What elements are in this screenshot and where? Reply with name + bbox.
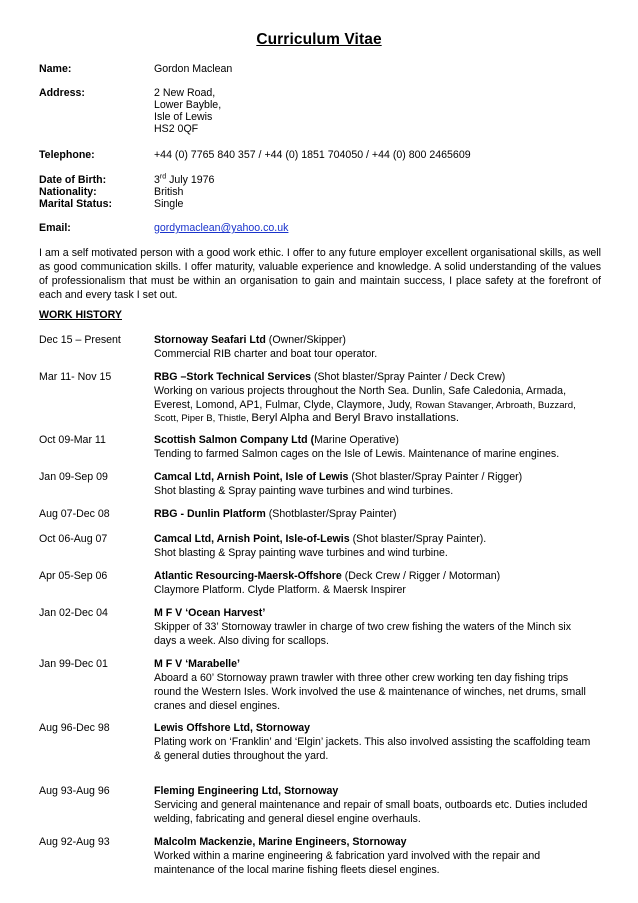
job-title-line [154, 508, 397, 521]
job-title-line [154, 533, 486, 546]
job-date: Aug 96-Dec 98 [39, 722, 110, 734]
job-desc: Claymore Platform. Clyde Platform. & Maersk Inspirer [154, 584, 406, 596]
job-title-line [154, 434, 399, 447]
job-desc: Servicing and general maintenance and repair of small boats, outboards etc. Duties included [154, 799, 588, 811]
marital-label: Marital Status: [39, 198, 112, 210]
email-link[interactable]: gordymaclean@yahoo.co.uk [154, 222, 289, 234]
address-line-1: 2 New Road, [154, 87, 216, 99]
dob-day: 3 [154, 174, 160, 186]
document-title: Curriculum Vitae [256, 31, 382, 48]
job-desc: days a week. Also diving for scallops. [154, 635, 329, 647]
job-role: Marine Operative) [314, 434, 399, 446]
address-line-3: Isle of Lewis [154, 111, 213, 123]
job-date: Jan 02-Dec 04 [39, 607, 108, 619]
address-label: Address: [39, 87, 85, 99]
job-role: (Shot blaster/Spray Painter). [349, 533, 487, 545]
job-role: (Deck Crew / Rigger / Motorman) [341, 570, 501, 582]
job-desc: Worked within a marine engineering & fabrication yard involved with the repair and [154, 850, 541, 862]
email-label: Email: [39, 222, 71, 234]
job-desc [154, 412, 459, 426]
job-company: Stornoway Seafari Ltd [154, 334, 266, 346]
job-company: Lewis Offshore Ltd, Stornoway [154, 722, 310, 734]
nationality-label: Nationality: [39, 186, 97, 198]
job-desc: Shot blasting & Spray painting wave turbines and wind turbines. [154, 485, 454, 497]
job-desc: Aboard a 60’ Stornoway prawn trawler with three other crew working ten day fishing trips [154, 672, 569, 684]
job-title-line [154, 722, 310, 735]
job-date: Oct 06-Aug 07 [39, 533, 108, 545]
job-role: (Owner/Skipper) [265, 334, 346, 346]
job-title-line [154, 607, 265, 620]
job-date: Jan 09-Sep 09 [39, 471, 108, 483]
job-title-line [154, 334, 346, 347]
job-date: Oct 09-Mar 11 [39, 434, 106, 446]
job-date: Mar 11- Nov 15 [39, 371, 112, 383]
job-desc: & general duties throughout the yard. [154, 750, 329, 762]
job-role: (Shotblaster/Spray Painter) [265, 508, 397, 520]
job-desc-part: Everest, Lomond, AP1, Fulmar, Clyde, Claymore, Judy, [154, 399, 416, 411]
dob-label: Date of Birth: [39, 174, 107, 186]
job-title-line [154, 785, 338, 798]
dob-value [154, 174, 214, 187]
job-title-line [154, 371, 505, 384]
job-desc: maintenance of the local marine fishing fleets diesel engines. [154, 864, 440, 876]
job-company: RBG –Stork Technical Services [154, 371, 312, 383]
job-desc: Commercial RIB charter and boat tour operator. [154, 348, 378, 360]
name-label: Name: [39, 63, 72, 75]
job-date: Dec 15 – Present [39, 334, 121, 346]
job-desc: Shot blasting & Spray painting wave turbines and wind turbine. [154, 547, 448, 559]
job-company: Scottish Salmon Company Ltd ( [154, 434, 315, 446]
job-date: Jan 99-Dec 01 [39, 658, 108, 670]
address-line-4: HS2 0QF [154, 123, 199, 135]
nationality-value: British [154, 186, 184, 198]
job-date: Aug 92-Aug 93 [39, 836, 110, 848]
job-company: Camcal Ltd, Arnish Point, Isle of Lewis [154, 471, 349, 483]
telephone-label: Telephone: [39, 149, 95, 161]
job-company: RBG - Dunlin Platform [154, 508, 266, 520]
job-company: Camcal Ltd, Arnish Point, Isle-of-Lewis [154, 533, 350, 545]
job-date: Apr 05-Sep 06 [39, 570, 108, 582]
address-line-2: Lower Bayble, [154, 99, 222, 111]
job-desc [154, 399, 576, 413]
job-company: M F V ‘Marabelle’ [154, 658, 240, 670]
job-desc-part: Rowan Stavanger, Arbroath, Buzzard, [415, 400, 576, 411]
job-role: (Shot blaster/Spray Painter / Rigger) [348, 471, 523, 483]
job-company: M F V ‘Ocean Harvest’ [154, 607, 266, 619]
work-history-heading: WORK HISTORY [39, 309, 122, 321]
marital-value: Single [154, 198, 184, 210]
job-company: Malcolm Mackenzie, Marine Engineers, Stornoway [154, 836, 407, 848]
job-title-line [154, 570, 500, 583]
job-desc: round the Western Isles. Work involved the use & maintenance of winches, net drums, small [154, 686, 586, 698]
dob-suffix: rd [159, 173, 167, 181]
job-date: Aug 07-Dec 08 [39, 508, 110, 520]
job-title-line [154, 658, 240, 671]
name-value: Gordon Maclean [154, 63, 233, 75]
dob-rest: July 1976 [166, 174, 215, 186]
job-role: (Shot blaster/Spray Painter / Deck Crew) [311, 371, 506, 383]
job-title-line [154, 471, 522, 484]
job-company: Atlantic Resourcing-Maersk-Offshore [154, 570, 342, 582]
telephone-value: +44 (0) 7765 840 357 / +44 (0) 1851 704050 / +44 (0) 800 2465609 [154, 149, 471, 161]
job-desc-part: Scott, Piper B, Thistle, [154, 413, 252, 424]
job-desc: welding, fabricating and general diesel engine overhauls. [154, 813, 421, 825]
personal-summary: I am a self motivated person with a good work ethic. I offer to any future employer excellent organisational skills, as well as good communication skills. I offer maturity, valuable experience and knowledge. A solid understanding of the values of professionalism that must be within an organisation to gain and maintain success, I place safety at the forefront of each and every task I set out. [39, 247, 601, 301]
job-desc: Tending to farmed Salmon cages on the Isle of Lewis. Maintenance of marine engines. [154, 448, 560, 460]
job-desc-part: Beryl Alpha and Beryl Bravo installations. [251, 412, 460, 424]
job-title-line [154, 836, 407, 849]
job-desc: cranes and diesel engines. [154, 700, 281, 712]
job-company: Fleming Engineering Ltd, Stornoway [154, 785, 339, 797]
job-date: Aug 93-Aug 96 [39, 785, 110, 797]
job-desc: Skipper of 33’ Stornoway trawler in charge of two crew fishing the waters of the Minch six [154, 621, 572, 633]
job-desc: Working on various projects throughout the North Sea. Dunlin, Safe Caledonia, Armada, [154, 385, 567, 397]
job-desc: Plating work on ‘Franklin’ and ‘Elgin’ jackets. This also involved assisting the scaffolding team [154, 736, 591, 748]
